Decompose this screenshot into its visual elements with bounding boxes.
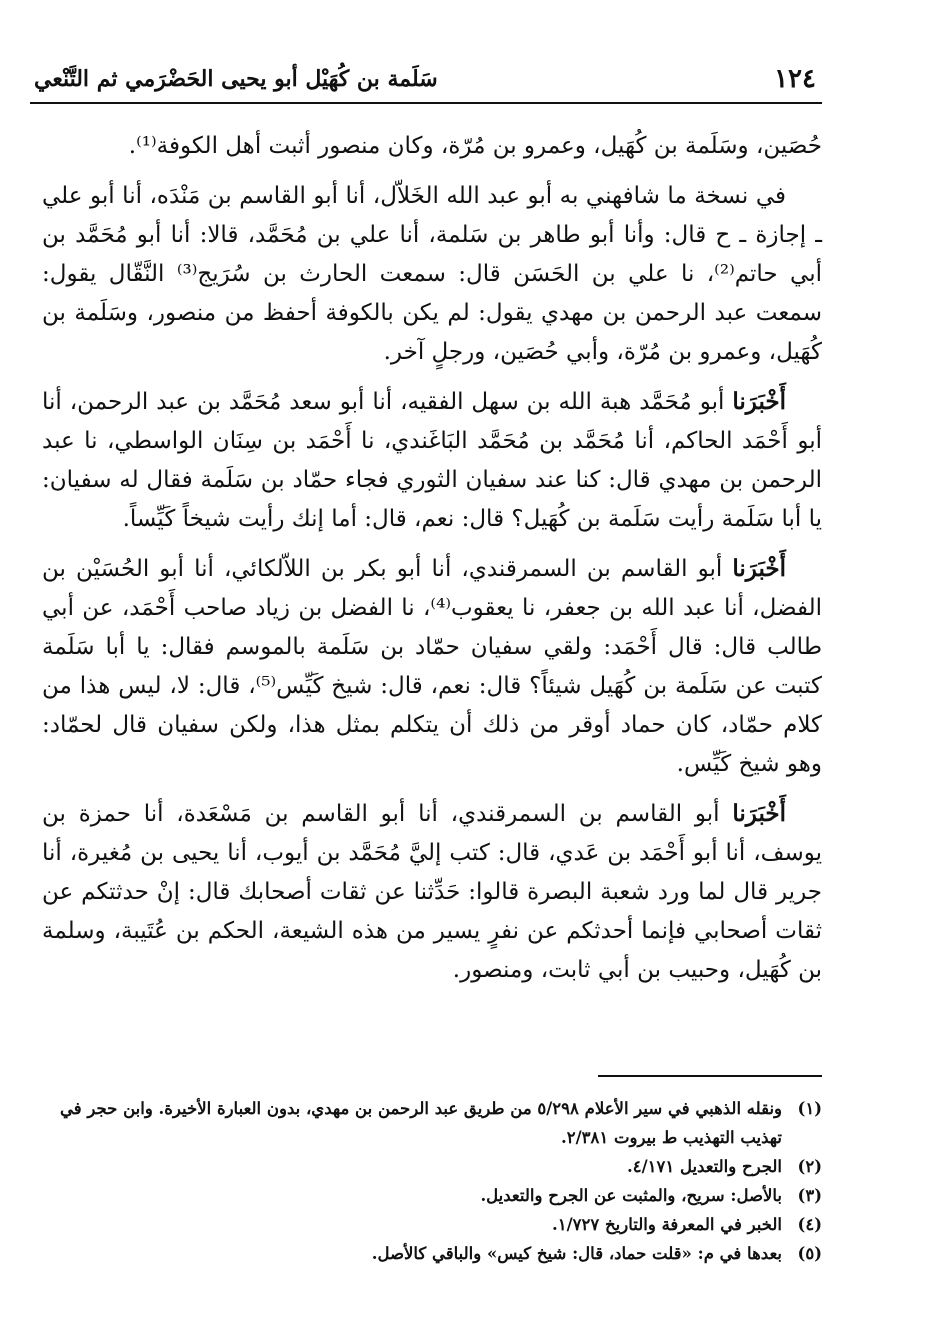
footnote-number: (٢) bbox=[797, 1157, 822, 1176]
footnote bbox=[42, 1239, 822, 1268]
paragraph-lead: أَخْبَرَنا bbox=[732, 555, 786, 582]
paragraph-text: أبو القاسم بن السمرقندي، أنا أبو بكر بن اللاّلكائي، أنا أبو الحُسَيْن بن الفضل، أنا عبد الله بن جعفر، نا يعقوب⁽⁴⁾، نا الفضل بن زياد صاحب أَحْمَد، عن أبي طالب قال: قال أَحْمَد: ولقي سفيان حمّاد بن سَلَمة بالموسم فقال: يا أبا سَلَمة كتبت عن سَلَمة بن كُهَيل شيئاً؟ قال: نعم، قال: شيخ كَيِّس⁽⁵⁾، قال: لا، ليس هذا من كلام حمّاد، كان حماد أوقر من ذلك أن يتكلم بمثل هذا، ولكن سفيان قال لحمّاد: وهو شيخ كَيِّس. bbox=[42, 556, 823, 777]
paragraph-text: أبو مُحَمَّد هبة الله بن سهل الفقيه، أنا أبو سعد مُحَمَّد بن عبد الرحمن، أنا أبو أَحْمَد الحاكم، أنا مُحَمَّد بن مُحَمَّد البَاغَندي، نا أَحْمَد بن سِنَان الواسطي، نا عبد الرحمن بن مهدي قال: كنا عند سفيان الثوري فجاء حمّاد بن سَلَمة فقال له سفيان: يا أبا سَلَمة رأيت سَلَمة بن كُهَيل؟ قال: نعم، قال: أما إنك رأيت شيخاً كَيِّساً. bbox=[42, 389, 822, 532]
footnote-number: (٤) bbox=[797, 1215, 822, 1234]
paragraph bbox=[42, 549, 822, 784]
footnote bbox=[42, 1152, 822, 1181]
paragraph-lead: أَخْبَرَنا bbox=[732, 388, 786, 415]
footnote-text: الجرح والتعديل ٤/١٧١. bbox=[626, 1157, 782, 1176]
footnote-text: بعدها في م: «قلت حماد، قال: شيخ كيس» والباقي كالأصل. bbox=[371, 1244, 782, 1263]
footnote-divider bbox=[598, 1075, 822, 1077]
paragraph-lead: أَخْبَرَنا bbox=[732, 800, 786, 827]
paragraph bbox=[42, 382, 822, 539]
paragraph-text: أبو القاسم بن السمرقندي، أنا أبو القاسم بن مَسْعَدة، أنا حمزة بن يوسف، أنا أبو أَحْمَد بن عَدي، قال: كتب إليَّ مُحَمَّد بن أيوب، أنا يحيى بن مُغيرة، أنا جرير قال لما ورد شعبة البصرة قالوا: حَدِّثنا عن ثقات أصحابك قال: إنْ حدثتكم عن ثقات أصحابي فإنما أحدثكم عن نفرٍ يسير من هذه الشيعة، الحكم بن عُتَيبة، وسلمة بن كُهَيل، وحبيب بن أبي ثابت، ومنصور. bbox=[42, 801, 822, 983]
paragraph bbox=[42, 176, 822, 372]
paragraph-text: في نسخة ما شافهني به أبو عبد الله الخَلاّل، أنا أبو القاسم بن مَنْدَه، أنا أبو علي ـ إجازة ـ ح قال: وأنا أبو طاهر بن سَلمة، أنا علي بن مُحَمَّد، قالا: أنا أبو مُحَمَّد بن أبي حاتم⁽²⁾، نا علي بن الحَسَن قال: سمعت الحارث بن سُرَيج⁽³⁾ النَّقّال يقول: سمعت عبد الرحمن بن مهدي يقول: لم يكن بالكوفة أحفظ من منصور، وسَلَمة بن كُهَيل، وعمرو بن مُرّة، وأبي حُصَين، ورجلٍ آخر. bbox=[42, 183, 822, 365]
paragraph-text: حُصَين، وسَلَمة بن كُهَيل، وعمرو بن مُرّة، وكان منصور أثبت أهل الكوفة⁽¹⁾. bbox=[128, 133, 822, 159]
footnote bbox=[42, 1181, 822, 1210]
main-text bbox=[42, 126, 822, 1000]
footnote-text: الخبر في المعرفة والتاريخ ١/٧٢٧. bbox=[552, 1215, 782, 1234]
paragraph bbox=[42, 794, 822, 990]
footnote-number: (١) bbox=[797, 1099, 822, 1118]
footnote bbox=[42, 1210, 822, 1239]
footnote-number: (٣) bbox=[797, 1186, 822, 1205]
footnote-number: (٥) bbox=[797, 1244, 822, 1263]
page-header bbox=[30, 60, 822, 104]
running-title: سَلَمة بن كُهَيْل أبو يحيى الحَضْرَمي ثم التَّنْعي bbox=[34, 66, 438, 92]
page-number: ١٢٤ bbox=[774, 64, 816, 94]
paragraph bbox=[42, 126, 822, 166]
footnote-text: ونقله الذهبي في سير الأعلام ٥/٢٩٨ من طريق عبد الرحمن بن مهدي، بدون العبارة الأخيرة. وابن حجر في تهذيب التهذيب ط بيروت ٢/٣٨١. bbox=[60, 1099, 782, 1147]
footnotes bbox=[42, 1094, 822, 1268]
footnote-text: بالأصل: سريح، والمثبت عن الجرح والتعديل. bbox=[480, 1186, 782, 1205]
footnote bbox=[42, 1094, 822, 1152]
